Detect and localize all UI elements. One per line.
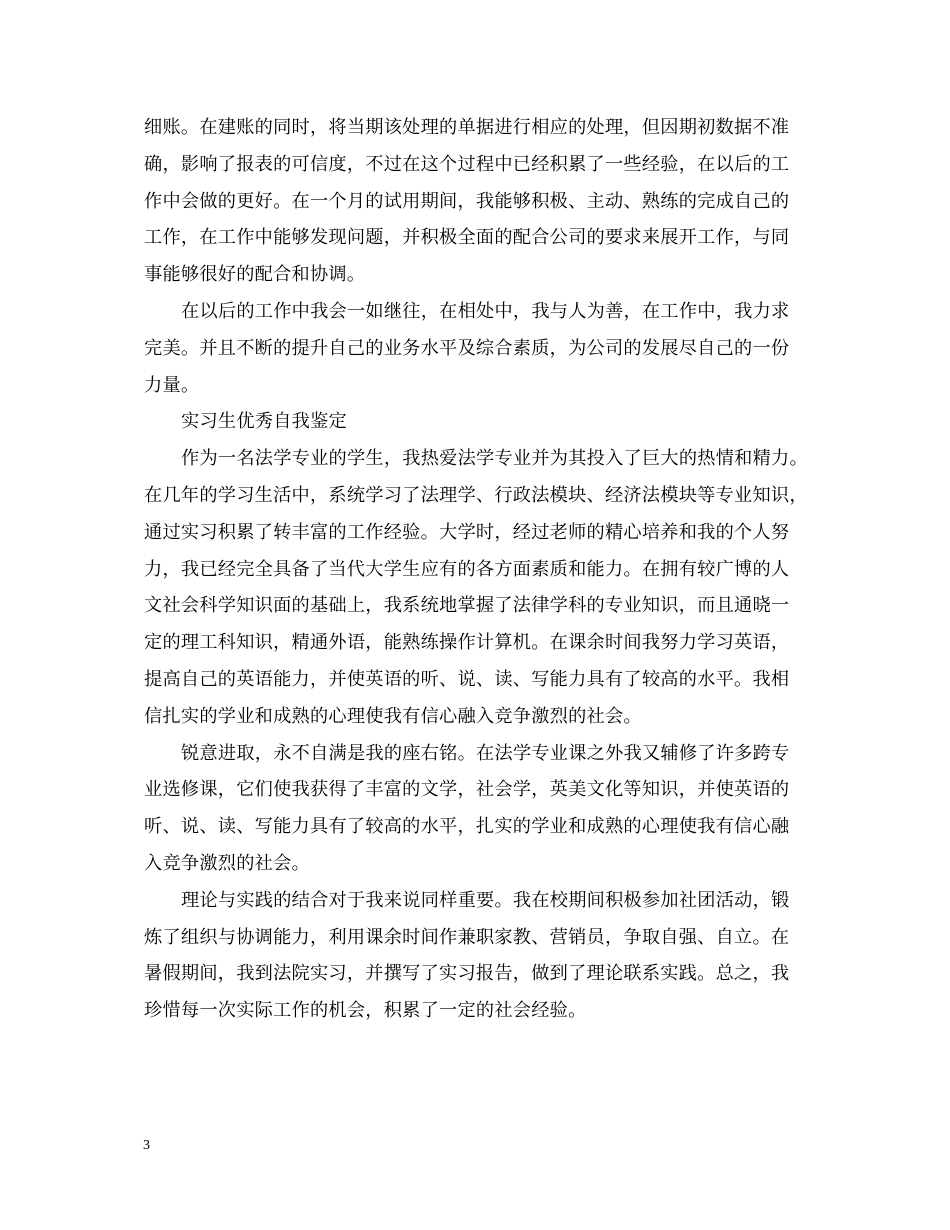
text-line: 确，影响了报表的可信度，不过在这个过程中已经积累了一些经验，在以后的工 xyxy=(144,153,790,175)
text-line: 炼了组织与协调能力，利用课余时间作兼职家教、营销员，争取自强、自立。在 xyxy=(144,926,790,948)
body-text xyxy=(144,110,824,1030)
paragraph-first-line: 作为一名法学专业的学生，我热爱法学专业并为其投入了巨大的热情和精力。 xyxy=(181,448,808,470)
text-line: 完美。并且不断的提升自己的业务水平及综合素质，为公司的发展尽自己的一份 xyxy=(144,337,790,359)
text-line: 信扎实的学业和成熟的心理使我有信心融入竞争激烈的社会。 xyxy=(144,705,642,727)
paragraph-first-line: 锐意进取，永不自满是我的座右铭。在法学专业课之外我又辅修了许多跨专 xyxy=(181,742,790,764)
paragraph-first-line: 在以后的工作中我会一如继往，在相处中，我与人为善，在工作中，我力求 xyxy=(181,300,790,322)
text-line: 细账。在建账的同时，将当期该处理的单据进行相应的处理，但因期初数据不准 xyxy=(144,117,790,138)
text-line: 力，我已经完全具备了当代大学生应有的各方面素质和能力。在拥有较广博的人 xyxy=(144,558,790,580)
section-heading: 实习生优秀自我鉴定 xyxy=(181,411,347,433)
text-line: 提高自己的英语能力，并使英语的听、说、读、写能力具有了较高的水平。我相 xyxy=(144,668,790,690)
text-line: 入竞争激烈的社会。 xyxy=(144,852,310,874)
text-line: 力量。 xyxy=(144,374,200,396)
text-line: 定的理工科知识，精通外语，能熟练操作计算机。在课余时间我努力学习英语， xyxy=(144,632,790,654)
text-line: 暑假期间，我到法院实习，并撰写了实习报告，做到了理论联系实践。总之，我 xyxy=(144,963,790,985)
text-line: 业选修课，它们使我获得了丰富的文学，社会学，英美文化等知识，并使英语的 xyxy=(144,779,790,801)
text-line: 在几年的学习生活中，系统学习了法理学、行政法模块、经济法模块等专业知识， xyxy=(144,484,808,506)
text-line: 工作，在工作中能够发现问题，并积极全面的配合公司的要求来展开工作，与同 xyxy=(144,227,790,249)
text-line: 作中会做的更好。在一个月的试用期间，我能够积极、主动、熟练的完成自己的 xyxy=(144,190,790,212)
text-line: 通过实习积累了转丰富的工作经验。大学时，经过老师的精心培养和我的个人努 xyxy=(144,521,790,543)
text-line: 珍惜每一次实际工作的机会，积累了一定的社会经验。 xyxy=(144,1000,587,1022)
text-line: 听、说、读、写能力具有了较高的水平，扎实的学业和成熟的心理使我有信心融 xyxy=(144,816,790,838)
paragraph-first-line: 理论与实践的结合对于我来说同样重要。我在校期间积极参加社团活动，锻 xyxy=(181,889,790,911)
text-line: 事能够很好的配合和协调。 xyxy=(144,264,366,286)
page-number: 3 xyxy=(143,1138,150,1153)
text-line: 文社会科学知识面的基础上，我系统地掌握了法律学科的专业知识，而且通晓一 xyxy=(144,595,790,617)
